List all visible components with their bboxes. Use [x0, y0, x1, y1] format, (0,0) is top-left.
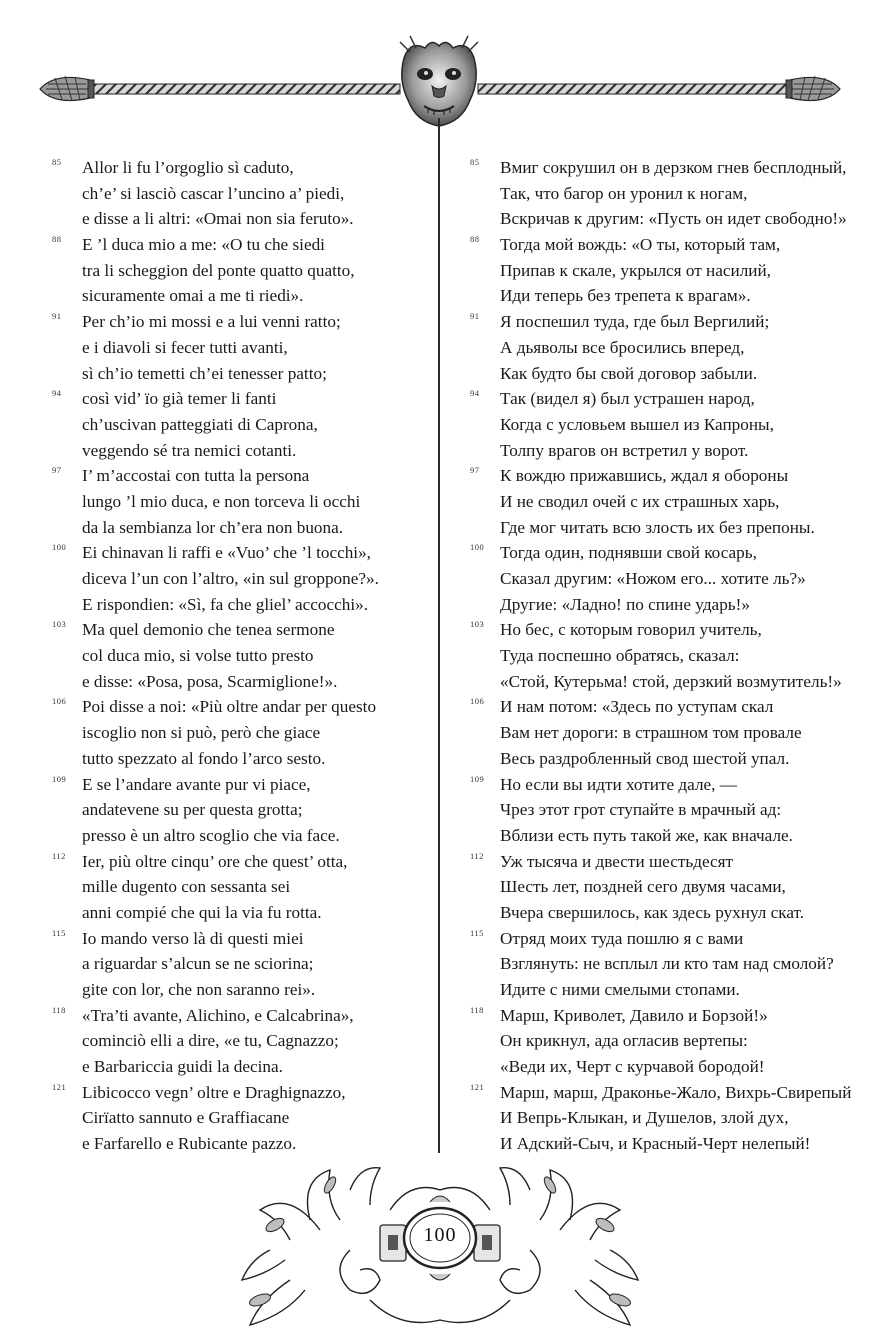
verse-line: Ier, più oltre cinqu’ ore che quest’ otta, — [82, 851, 348, 871]
verse-line: Вчера свершилось, как здесь рухнул скат. — [500, 902, 805, 922]
line-number: 121 — [470, 1081, 485, 1092]
italian-tercet — [52, 309, 432, 386]
verse-line: Как будто бы свой договор забыли. — [500, 363, 758, 383]
russian-tercet — [470, 849, 870, 926]
verse-line: Взглянуть: не всплыл ли кто там над смолой? — [500, 954, 834, 974]
italian-tercet — [52, 772, 432, 849]
verse-line: e Barbariccia guidi la decina. — [82, 1057, 283, 1077]
line-number: 103 — [470, 619, 485, 630]
verse-line: «Веди их, Черт с курчавой бородой! — [500, 1057, 765, 1077]
russian-tercet — [470, 694, 870, 771]
verse-line: mille dugento con sessanta sei — [82, 877, 291, 897]
verse-line: Туда поспешно обратясь, сказал: — [500, 646, 740, 666]
italian-tercet — [52, 926, 432, 1003]
verse-line: col duca mio, si volse tutto presto — [82, 646, 314, 666]
line-number: 118 — [52, 1004, 66, 1015]
italian-tercet — [52, 232, 432, 309]
italian-column — [52, 155, 432, 1157]
rope-left — [90, 84, 400, 94]
verse-line: anni compié che qui la via fu rotta. — [82, 902, 322, 922]
verse-line: А дьяволы все бросились вперед, — [500, 337, 745, 357]
line-number: 94 — [470, 388, 480, 399]
verse-line: Другие: «Ладно! по спине ударь!» — [500, 594, 750, 614]
line-number: 97 — [470, 465, 480, 476]
verse-line: Poi disse a noi: «Più oltre andar per questo — [82, 697, 377, 717]
line-number: 88 — [52, 234, 62, 245]
verse-line: così vid’ ïo già temer li fanti — [82, 389, 277, 409]
verse-line: «Стой, Кутерьма! стой, дерзкий возмутитель!» — [500, 671, 842, 691]
verse-line: Ei chinavan li raffi e «Vuo’ che ’l tocchi», — [82, 543, 371, 563]
verse-line: Libicocco vegn’ oltre e Draghignazzo, — [82, 1082, 346, 1102]
pinecone-finial-left — [40, 76, 94, 101]
verse-line: Так, что багор он уронил к ногам, — [500, 183, 748, 203]
verse-line: Allor li fu l’orgoglio sì caduto, — [82, 158, 294, 177]
line-number: 112 — [52, 850, 66, 861]
verse-line: И Адский-Сыч, и Красный-Черт нелепый! — [500, 1134, 811, 1154]
verse-line: И нам потом: «Здесь по уступам скал — [500, 697, 774, 717]
verse-line: Вблизи есть путь такой же, как вначале. — [500, 825, 793, 845]
russian-tercet — [470, 617, 870, 694]
verse-line: Сказал другим: «Ножом его... хотите ль?» — [500, 569, 806, 588]
verse-line: Где мог читать всю злость их без препоны. — [500, 517, 815, 537]
page-number: 100 — [423, 1224, 457, 1246]
verse-line: Чрез этот грот ступайте в мрачный ад: — [500, 800, 782, 820]
verse-line: Он крикнул, ада огласив вертепы: — [500, 1031, 748, 1051]
verse-line: Но бес, с которым говорил учитель, — [500, 620, 762, 640]
verse-line: Я поспешил туда, где был Вергилий; — [500, 312, 770, 332]
verse-line: cominciò elli a dire, «e tu, Cagnazzo; — [82, 1031, 339, 1051]
russian-tercet — [470, 386, 870, 463]
russian-column — [470, 155, 870, 1157]
verse-line: Тогда один, поднявши свой косарь, — [500, 543, 757, 563]
italian-tercet — [52, 1080, 432, 1157]
verse-line: e Farfarello e Rubicante pazzo. — [82, 1134, 297, 1154]
verse-line: veggendo sé tra nemici cotanti. — [82, 440, 297, 460]
verse-line: presso è un altro scoglio che via face. — [82, 825, 340, 845]
italian-tercet — [52, 849, 432, 926]
rope-right — [478, 84, 790, 94]
verse-line: Но если вы идти хотите дале, — — [500, 774, 737, 794]
verse-line: Иди теперь без трепета к врагам». — [500, 286, 751, 306]
verse-line: И не сводил очей с их страшных харь, — [500, 491, 780, 511]
verse-line: Cirïatto sannuto e Graffiacane — [82, 1108, 290, 1128]
verse-line: Вскричав к другим: «Пусть он идет свободно!» — [500, 209, 847, 229]
verse-line: Уж тысяча и двести шестьдесят — [500, 851, 734, 871]
italian-tercet — [52, 1003, 432, 1080]
italian-tercet — [52, 463, 432, 540]
line-number: 106 — [52, 696, 67, 707]
verse-line: I’ m’accostai con tutta la persona — [82, 466, 310, 486]
line-number: 97 — [52, 465, 62, 476]
pinecone-finial-right — [786, 76, 840, 101]
line-number: 109 — [52, 773, 67, 784]
italian-tercet — [52, 155, 432, 232]
verse-line: И Вепрь-Клыкан, и Душелов, злой дух, — [500, 1108, 789, 1128]
verse-line: Ma quel demonio che tenea sermone — [82, 620, 335, 640]
verse-line: e disse a li altri: «Omai non sia feruto». — [82, 209, 354, 229]
verse-line: ch’e’ si lasciò cascar l’uncino a’ piedi, — [82, 183, 345, 203]
italian-tercet — [52, 540, 432, 617]
verse-line: sicuramente omai a me ti riedi». — [82, 286, 304, 306]
line-number: 109 — [470, 773, 485, 784]
verse-line: iscoglio non si può, però che giace — [82, 723, 321, 743]
line-number: 94 — [52, 388, 62, 399]
line-number: 106 — [470, 696, 485, 707]
line-number: 91 — [52, 311, 62, 322]
verse-line: Марш, марш, Драконье-Жало, Вихрь-Свирепый — [500, 1082, 852, 1102]
center-divider-rule — [438, 118, 440, 1153]
verse-line: Когда с условьем вышел из Капроны, — [500, 414, 774, 434]
verse-line: Тогда мой вождь: «О ты, который там, — [500, 235, 781, 255]
header-ornament — [0, 0, 880, 150]
russian-tercet — [470, 1080, 870, 1157]
line-number: 118 — [470, 1004, 484, 1015]
verse-line: a riguardar s’alcun se ne sciorina; — [82, 954, 314, 974]
russian-tercet — [470, 540, 870, 617]
verse-line: da la sembianza lor ch’era non buona. — [82, 517, 344, 537]
line-number: 100 — [52, 542, 67, 553]
verse-line: e i diavoli si fecer tutti avanti, — [82, 337, 288, 357]
verse-line: Весь раздробленный свод шестой упал. — [500, 748, 790, 768]
verse-line: tutto spezzato al fondo l’arco sesto. — [82, 748, 326, 768]
italian-tercet — [52, 386, 432, 463]
verse-line: Припав к скале, укрылся от насилий, — [500, 260, 771, 280]
verse-line: Отряд моих туда пошлю я с вами — [500, 928, 744, 948]
verse-line: Io mando verso là di questi miei — [82, 928, 304, 948]
russian-tercet — [470, 772, 870, 849]
verse-line: lungo ’l mio duca, e non torceva li occhi — [82, 491, 361, 511]
verse-line: E ’l duca mio a me: «O tu che siedi — [82, 235, 325, 255]
verse-line: К вождю прижавшись, ждал я обороны — [500, 466, 789, 486]
verse-line: Так (видел я) был устрашен народ, — [500, 389, 755, 409]
line-number: 85 — [52, 157, 62, 167]
line-number: 115 — [470, 927, 484, 938]
grotesque-mask-icon — [400, 36, 478, 126]
verse-line: Вам нет дороги: в страшном том провале — [500, 723, 802, 743]
russian-tercet — [470, 463, 870, 540]
verse-line: sì ch’io temetti ch’ei tenesser patto; — [82, 363, 327, 383]
line-number: 91 — [470, 311, 480, 322]
verse-line: diceva l’un con l’altro, «in sul groppone?». — [82, 569, 379, 588]
line-number: 112 — [470, 850, 484, 861]
line-number: 115 — [52, 927, 66, 938]
verse-line: Per ch’io mi mossi e a lui venni ratto; — [82, 312, 341, 332]
verse-line: Толпу врагов он встретил у ворот. — [500, 440, 749, 460]
italian-tercet — [52, 617, 432, 694]
line-number: 100 — [470, 542, 485, 553]
verse-line: Вмиг сокрушил он в дерзком гнев бесплодный, — [500, 158, 847, 177]
verse-line: andatevene su per questa grotta; — [82, 800, 303, 820]
russian-tercet — [470, 1003, 870, 1080]
line-number: 103 — [52, 619, 67, 630]
russian-tercet — [470, 155, 870, 232]
italian-tercet — [52, 694, 432, 771]
verse-line: Шесть лет, поздней сего двумя часами, — [500, 877, 786, 897]
verse-line: e disse: «Posa, posa, Scarmiglione!». — [82, 671, 338, 691]
verse-line: E se l’andare avante pur vi piace, — [82, 774, 311, 794]
verse-line: ch’uscivan patteggiati di Caprona, — [82, 414, 318, 434]
russian-tercet — [470, 232, 870, 309]
verse-line: «Tra’ti avante, Alichino, e Calcabrina», — [82, 1005, 354, 1025]
line-number: 121 — [52, 1081, 67, 1092]
verse-line: E rispondien: «Sì, fa che gliel’ accocchi». — [82, 594, 369, 614]
russian-tercet — [470, 309, 870, 386]
line-number: 88 — [470, 234, 480, 245]
verse-line: tra li scheggion del ponte quatto quatto, — [82, 260, 355, 280]
verse-line: gite con lor, che non saranno rei». — [82, 980, 316, 999]
russian-tercet — [470, 926, 870, 1003]
verse-line: Идите с ними смелыми стопами. — [500, 980, 740, 999]
line-number: 85 — [470, 157, 480, 167]
verse-line: Марш, Криволет, Давило и Борзой!» — [500, 1005, 768, 1025]
